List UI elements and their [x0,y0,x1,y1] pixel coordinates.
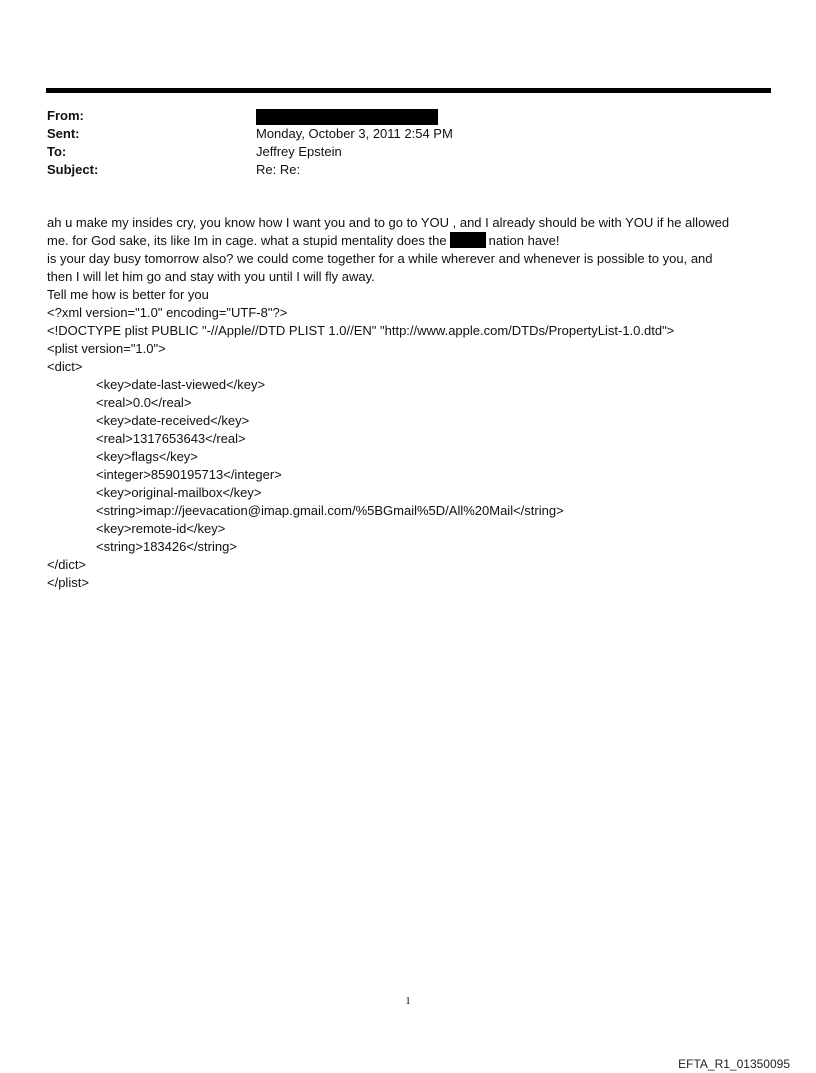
dict-entry: <integer>8590195713</integer> [96,467,282,482]
from-redaction [256,109,438,125]
dict-entry: <string>183426</string> [96,539,237,554]
subject-label: Subject: [47,162,99,177]
dict-entry: <string>imap://jeevacation@imap.gmail.com/%5BGmail%5D/All%20Mail</string> [96,503,564,518]
xml-line: </dict> [47,557,87,572]
subject-value: Re: Re: [256,162,301,177]
body-line: is your day busy tomorrow also? we could come together for a while wherever and whenever is possible to you, and [47,251,713,266]
to-row [47,143,747,161]
dict-entry: <key>remote-id</key> [96,521,226,536]
email-body [47,214,777,592]
dict-entry: <real>0.0</real> [96,395,192,410]
xml-line: <?xml version="1.0" encoding="UTF-8"?> [47,305,288,320]
sent-row [47,125,747,143]
subject-row [47,161,747,179]
body-line: ah u make my insides cry, you know how I want you and to go to YOU , and I already should be with YOU if he allowed [47,215,730,230]
inline-redaction [450,232,486,248]
dict-entry: <real>1317653643</real> [96,431,246,446]
dict-entry: <key>original-mailbox</key> [96,485,262,500]
xml-line: </plist> [47,575,89,590]
from-row [47,107,747,125]
dict-entry: <key>date-last-viewed</key> [96,377,266,392]
from-label: From: [47,108,84,123]
body-line: me. for God sake, its like Im in cage. what a stupid mentality does the nation have! [47,233,560,248]
sent-value: Monday, October 3, 2011 2:54 PM [256,126,453,141]
xml-line: <dict> [47,359,83,374]
header-rule [46,88,771,93]
dict-entry: <key>flags</key> [96,449,198,464]
dict-entry: <key>date-received</key> [96,413,250,428]
to-value: Jeffrey Epstein [256,144,342,159]
document-id: EFTA_R1_01350095 [678,1057,790,1071]
xml-line: <!DOCTYPE plist PUBLIC "-//Apple//DTD PLIST 1.0//EN" "http://www.apple.com/DTDs/PropertyList-1.0.dtd"> [47,323,675,338]
page-number: 1 [405,995,411,1007]
body-line: then I will let him go and stay with you until I will fly away. [47,269,375,284]
to-label: To: [47,144,67,159]
sent-label: Sent: [47,126,80,141]
email-header [47,107,747,179]
xml-line: <plist version="1.0"> [47,341,166,356]
body-line: Tell me how is better for you [47,287,209,302]
